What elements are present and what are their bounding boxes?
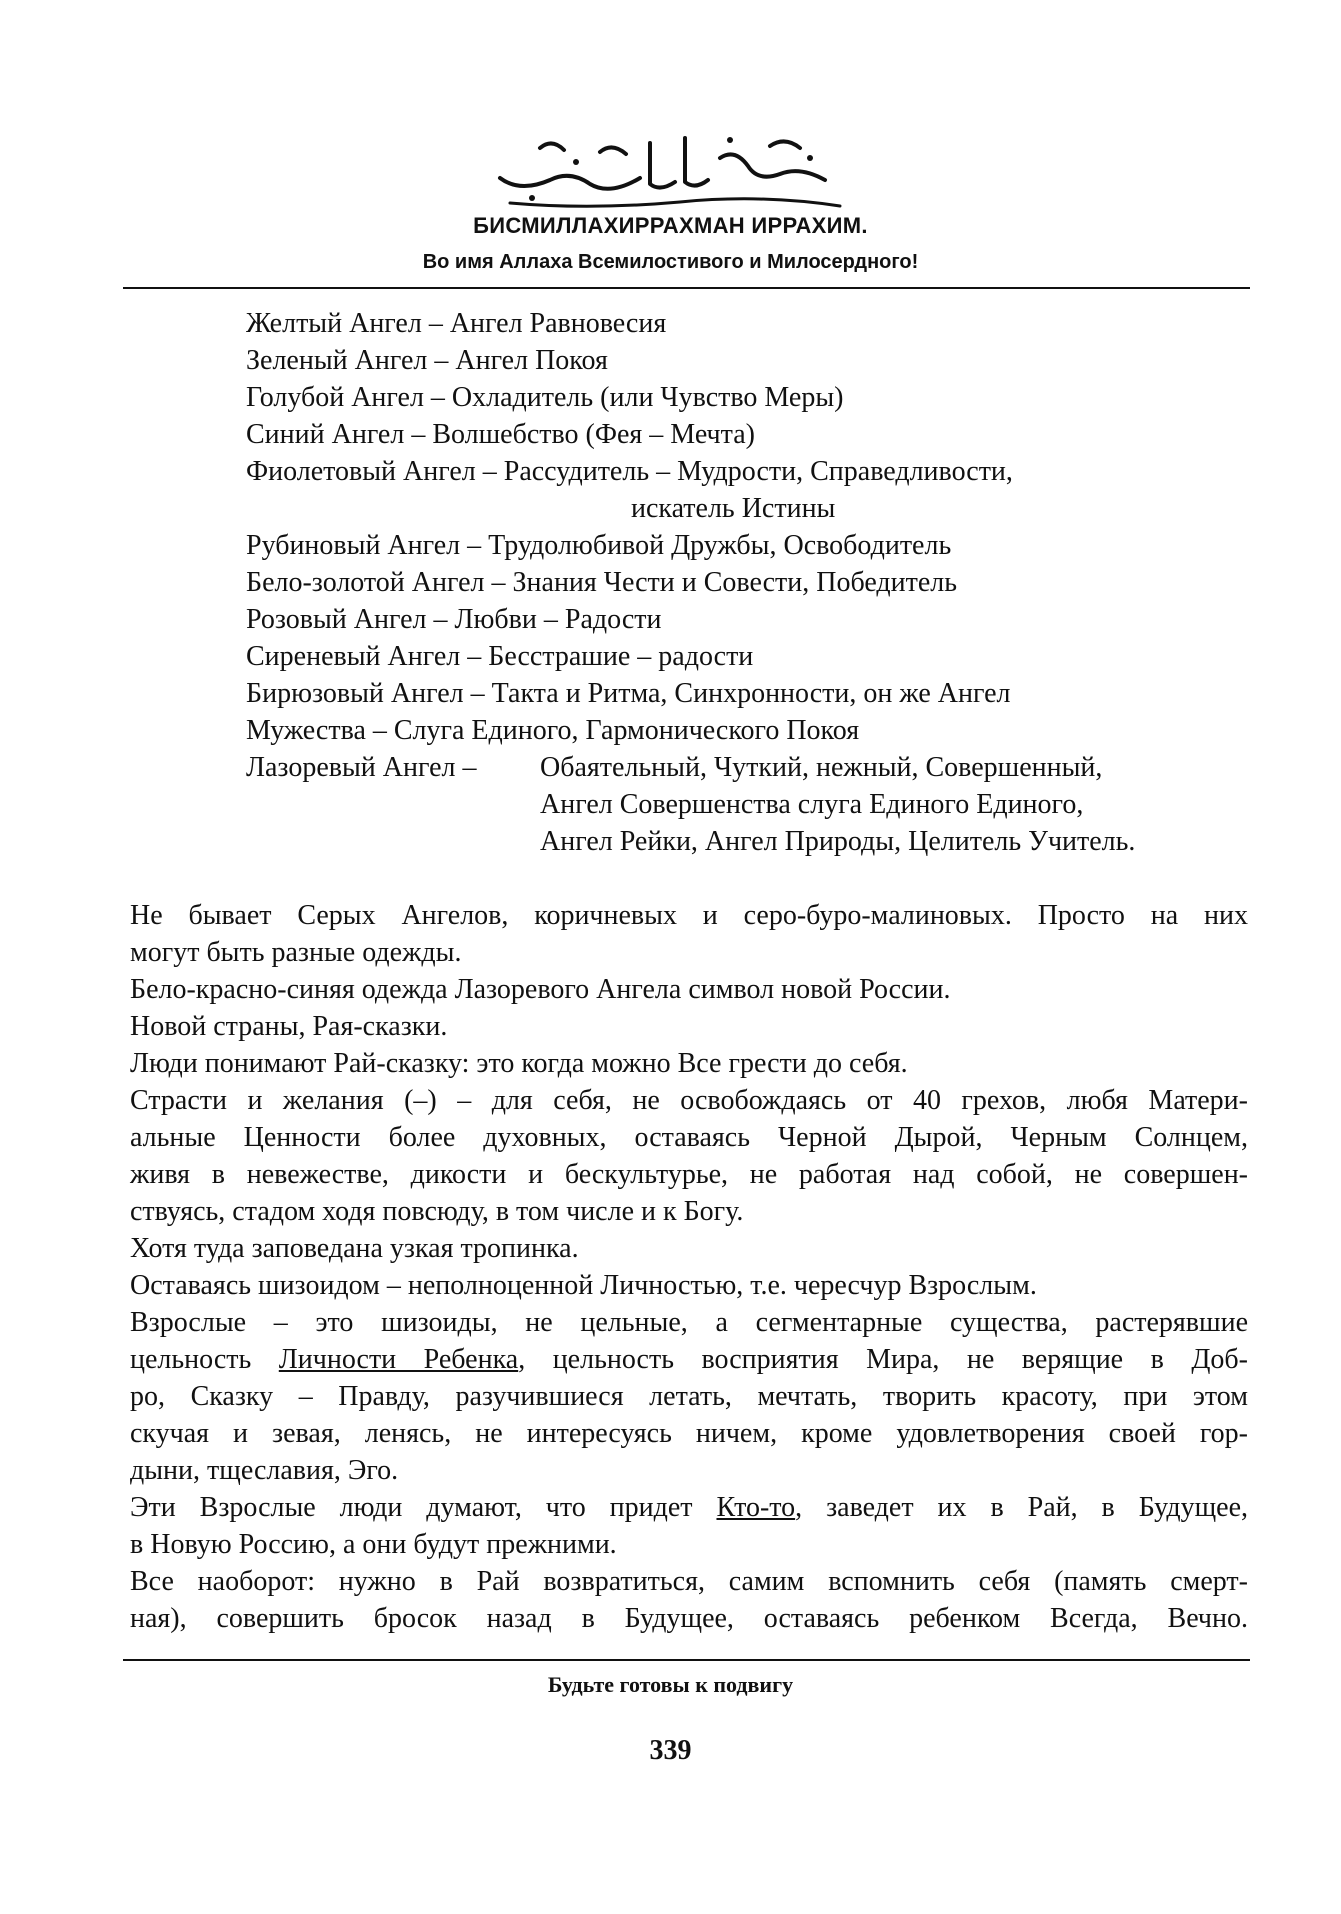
angel-line: Фиолетовый Ангел – Рассудитель – Мудрости, Справедливости,: [246, 456, 1013, 487]
svg-text:بِسْمِ اللهِ الرَّحْمٰنِ الرَّ: بِسْمِ اللهِ الرَّحْمٰنِ الرَّحِيمِ: [660, 129, 680, 131]
body-line: ствуясь, стадом ходя повсюду, в том числе и к Богу.: [130, 1196, 744, 1227]
angel-line: Обаятельный, Чуткий, нежный, Совершенный,: [540, 752, 1103, 783]
body-text: цельность: [130, 1344, 279, 1375]
body-text: Эти Взрослые люди думают, что придет: [130, 1492, 717, 1523]
body-line: [130, 1342, 1248, 1378]
body-line: [130, 1490, 1248, 1526]
body-line: живя в невежестве, дикости и бескультурье, не работая над собой, не совершен-: [130, 1159, 1248, 1190]
top-divider: [123, 287, 1250, 289]
page-number: 339: [649, 1735, 692, 1766]
angel-line: искатель Истины: [631, 493, 836, 524]
angel-line: Лазоревый Ангел –: [246, 752, 477, 783]
bottom-divider: [123, 1659, 1250, 1661]
body-line: Не бывает Серых Ангелов, коричневых и серо-буро-малиновых. Просто на них: [130, 900, 1248, 931]
body-line: альные Ценности более духовных, оставаясь Черной Дырой, Черным Солнцем,: [130, 1122, 1248, 1153]
angel-line: Розовый Ангел – Любви – Радости: [246, 604, 662, 635]
underlined-phrase: Личности Ребенка: [278, 1344, 519, 1375]
body-text: , заведет их в Рай, в Будущее,: [795, 1492, 1248, 1523]
angel-line: Желтый Ангел – Ангел Равновесия: [246, 308, 667, 339]
angel-line: Сиреневый Ангел – Бесстрашие – радости: [246, 641, 754, 672]
angel-line: Ангел Рейки, Ангел Природы, Целитель Учитель.: [540, 826, 1136, 857]
body-line: могут быть разные одежды.: [130, 937, 462, 968]
angel-line: Бело-золотой Ангел – Знания Чести и Совести, Победитель: [246, 567, 958, 598]
body-line: ро, Сказку – Правду, разучившиеся летать, мечтать, творить красоту, при этом: [130, 1381, 1248, 1412]
angel-line: Ангел Совершенства слуга Единого Единого,: [540, 789, 1084, 820]
body-line: скучая и зевая, ленясь, не интересуясь ничем, кроме удовлетворения своей гор-: [130, 1418, 1248, 1449]
header-transliteration: БИСМИЛЛАХИРРАХМАН ИРРАХИМ.: [473, 213, 868, 238]
body-line: дыни, тщеславия, Эго.: [130, 1455, 399, 1486]
angel-line: Зеленый Ангел – Ангел Покоя: [246, 345, 608, 376]
angel-line: Голубой Ангел – Охладитель (или Чувство Меры): [246, 382, 844, 413]
body-line: Новой страны, Рая-сказки.: [130, 1011, 448, 1042]
body-line: Хотя туда заповедана узкая тропинка.: [130, 1233, 579, 1264]
header-translation: Во имя Аллаха Всемилостивого и Милосердного!: [422, 251, 919, 273]
angel-line: Синий Ангел – Волшебство (Фея – Мечта): [246, 419, 755, 450]
body-line: Страсти и желания (–) – для себя, не освобождаясь от 40 грехов, любя Матери-: [130, 1085, 1248, 1116]
angel-line: Мужества – Слуга Единого, Гармонического Покоя: [246, 715, 860, 746]
body-line: Бело-красно-синяя одежда Лазоревого Ангела символ новой России.: [130, 974, 951, 1005]
body-line: Оставаясь шизоидом – неполноценной Личностью, т.е. чересчур Взрослым.: [130, 1270, 1037, 1301]
body-line: в Новую Россию, а они будут прежними.: [130, 1529, 617, 1560]
body-text: , цельность восприятия Мира, не верящие в Доб-: [518, 1344, 1248, 1375]
body-line: Все наоборот: нужно в Рай возвратиться, самим вспомнить себя (память смерт-: [130, 1566, 1248, 1597]
angel-line: Бирюзовый Ангел – Такта и Ритма, Синхронности, он же Ангел: [246, 678, 1011, 709]
body-line: Люди понимают Рай-сказку: это когда можно Все грести до себя.: [130, 1048, 908, 1079]
angel-line: Рубиновый Ангел – Трудолюбивой Дружбы, Освободитель: [246, 530, 952, 561]
body-line: ная), совершить бросок назад в Будущее, оставаясь ребенком Всегда, Вечно.: [130, 1603, 1248, 1634]
bismillah-calligraphy: [480, 118, 860, 213]
footer-slogan: Будьте готовы к подвигу: [547, 1672, 794, 1697]
body-line: Взрослые – это шизоиды, не цельные, а сегментарные существа, растерявшие: [130, 1307, 1248, 1338]
underlined-phrase: Кто-то: [716, 1492, 796, 1523]
